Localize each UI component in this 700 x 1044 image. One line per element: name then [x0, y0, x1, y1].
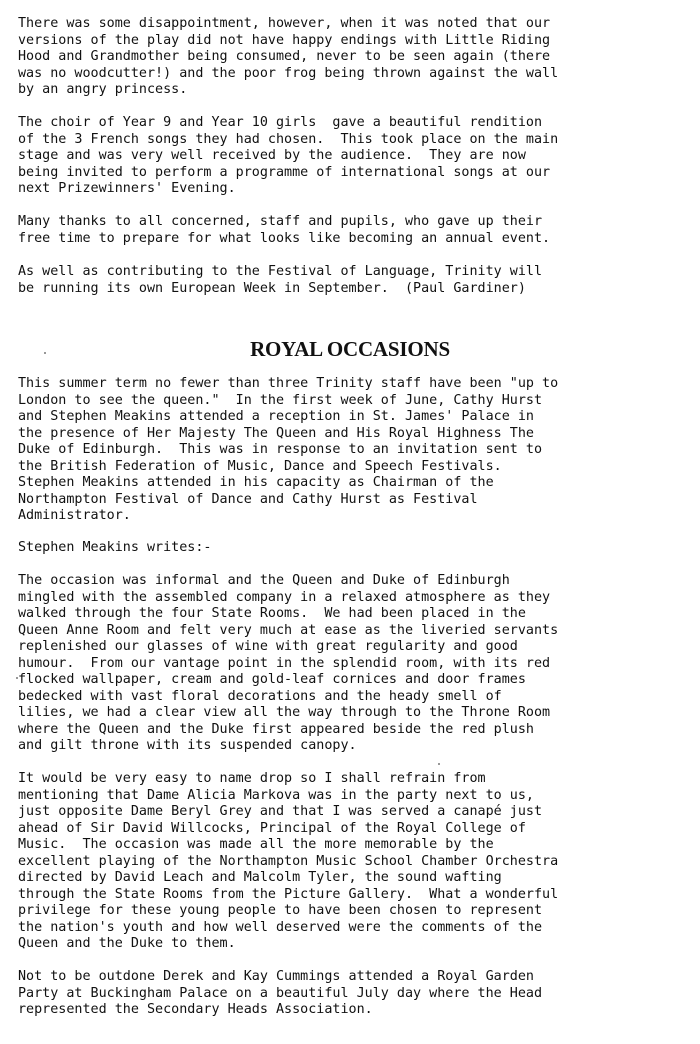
paragraph-name-drop: It would be very easy to name drop so I shall refrain from mentioning that Dame Alicia Markova was in the party next to us, just opposite Dame Beryl Grey and that I was served a canapé just ahead of Sir David Willcocks, Principal of the Royal College of Music. The occasion was made all the more memorable by the excellent playing of the Northampton Music School Chamber Orchestra directed by David Leach and Malcolm Tyler, the sound wafting through the State Rooms from the Picture Gallery. What a wonderful privilege for these young people to have been chosen to represent the nation's youth and how well deserved were the comments of the Queen and the Duke to them. [18, 771, 559, 952]
paragraph-garden-party: Not to be outdone Derek and Kay Cummings attended a Royal Garden Party at Buckingham Palace on a beautiful July day where the Head represented the Secondary Heads Association. [18, 969, 543, 1018]
section-heading: ROYAL OCCASIONS [250, 337, 450, 361]
scan-speck [16, 677, 18, 679]
paragraph-occasion: The occasion was informal and the Queen and Duke of Edinburgh mingled with the assembled company in a relaxed atmosphere as they walked through the four State Rooms. We had been placed in the Queen Anne Room and felt very much at ease as the liveried servants replenished our glasses of wine with great regularity and good humour. From our vantage point in the splendid room, with its red flocked wallpaper, cream and gold-leaf cornices and door frames bedecked with vast floral decorations and the heady smell of lilies, we had a clear view all the way through to the Throne Room where the Queen and the Duke first appeared beside the red plush and gilt throne with its suspended canopy. [18, 573, 559, 754]
paragraph-european-week: As well as contributing to the Festival of Language, Trinity will be running its own European Week in September. (Paul Gardiner) [18, 264, 543, 296]
scan-speck [438, 763, 440, 765]
paragraph-thanks: Many thanks to all concerned, staff and pupils, who gave up their free time to prepare for what looks like becoming an annual event. [18, 214, 551, 246]
paragraph-play-endings: There was some disappointment, however, when it was noted that our versions of the play did not have happy endings with Little Riding Hood and Grandmother being consumed, never to be seen again (there was no woodcutter!) and the poor frog being thrown against the wall by an angry princess. [18, 16, 559, 98]
paragraph-choir: The choir of Year 9 and Year 10 girls gave a beautiful rendition of the 3 French songs they had chosen. This took place on the main stage and was very well received by the audience. They are now being invited to perform a programme of international songs at our next Prizewinners' Evening. [18, 115, 559, 197]
paragraph-royal-intro: This summer term no fewer than three Trinity staff have been "up to London to see the queen." In the first week of June, Cathy Hurst and Stephen Meakins attended a reception in St. James' Palace in the presence of Her Majesty The Queen and His Royal Highness The Duke of Edinburgh. This was in response to an invitation sent to the British Federation of Music, Dance and Speech Festivals. Stephen Meakins attended in his capacity as Chairman of the Northampton Festival of Dance and Cathy Hurst as Festival Administrator. [18, 376, 559, 524]
byline: Stephen Meakins writes:- [18, 540, 212, 555]
scan-speck [44, 352, 46, 354]
